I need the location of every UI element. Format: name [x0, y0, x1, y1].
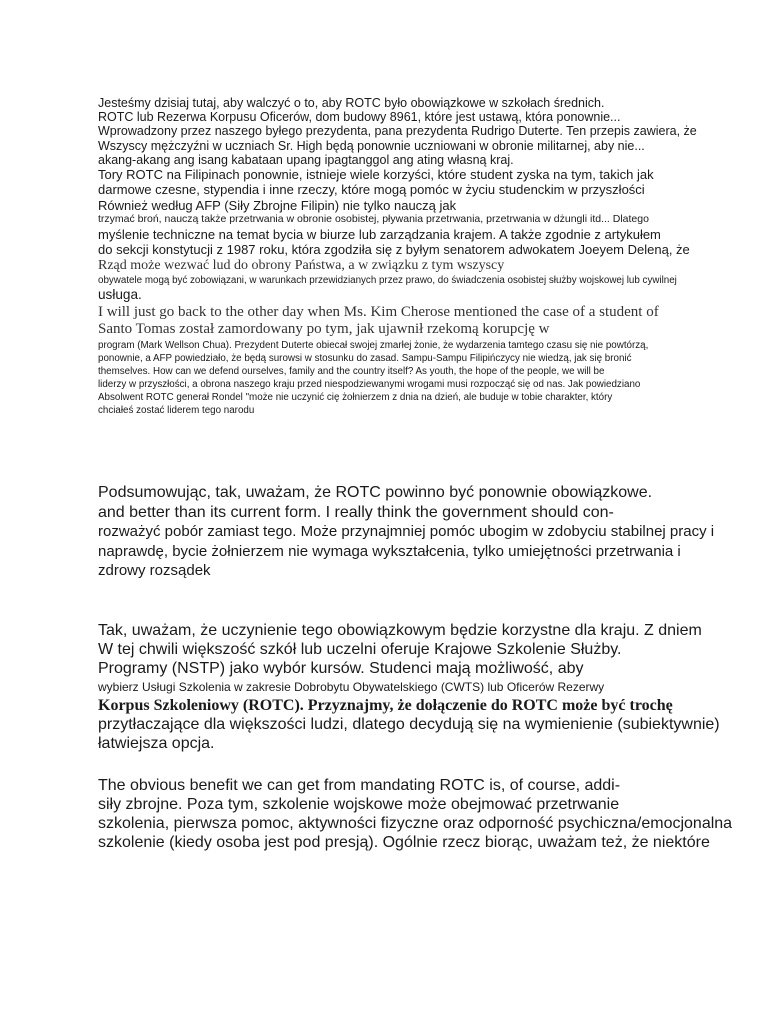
paragraph-conclusion — [98, 483, 766, 581]
text-line: trzymać broń, nauczą także przetrwania w obronie osobistej, pływania przetrwania, przetrwania w dżungli itd... Dlatego — [98, 213, 649, 226]
text-line: naprawdę, bycie żołnierzem nie wymaga wykształcenia, tylko umiejętności przetrwania i — [98, 542, 681, 560]
text-line: chciałeś zostać liderem tego narodu — [98, 404, 255, 416]
text-line: I will just go back to the other day when Ms. Kim Cherose mentioned the case of a student of — [98, 303, 659, 320]
text-line: program (Mark Wellson Chua). Prezydent Duterte obiecał swojej zmarłej żonie, że wydarzenia tamtego czasu się nie powtórzą, — [98, 339, 649, 351]
text-line: rozważyć pobór zamiast tego. Może przynajmniej pomóc ubogim w zdobyciu stabilnej pracy i — [98, 523, 715, 541]
text-line: Jesteśmy dzisiaj tutaj, aby walczyć o to, aby ROTC było obowiązkowe w szkołach średnich. — [98, 96, 605, 110]
text-line: Santo Tomas został zamordowany po tym, jak ujawnił rzekomą korupcję w — [98, 321, 550, 338]
text-line: łatwiejsza opcja. — [98, 735, 215, 752]
text-line: themselves. How can we defend ourselves, family and the country itself? As youth, the hope of the people, we will be — [98, 365, 605, 377]
text-line: liderzy w przyszłości, a obrona naszego kraju przed niespodziewanymi wrogami musi rozpocząć się od nas. Jak powiedziano — [98, 378, 641, 390]
text-line: szkolenia, pierwsza pomoc, aktywności fizyczne oraz odporność psychiczna/emocjonalna — [98, 815, 733, 832]
text-line: Tak, uważam, że uczynienie tego obowiązkowym będzie korzystne dla kraju. Z dniem — [98, 622, 702, 639]
text-line: Korpus Szkoleniowy (ROTC). Przyznajmy, że dołączenie do ROTC może być trochę — [98, 697, 673, 714]
text-line: zdrowy rozsądek — [98, 562, 211, 580]
paragraph-rotc-intro — [98, 96, 766, 417]
text-line: obywatele mogą być zobowiązani, w warunkach przewidzianych przez prawo, do świadczenia osobistej służby wojskowej lub cywilnej — [98, 275, 677, 287]
text-line: darmowe czesne, stypendia i inne rzeczy, które mogą pomóc w życiu studenckim w przyszłości — [98, 182, 645, 198]
text-line: Absolwent ROTC generał Rondel "może nie uczynić cię żołnierzem z dnia na dzień, ale buduje w tobie charakter, który — [98, 391, 613, 403]
text-line: akang-akang ang isang kabataan upang ipagtanggol ang ating własną kraj. — [98, 152, 514, 167]
text-line: Rząd może wezwać lud do obrony Państwa, a w związku z tym wszyscy — [98, 257, 505, 273]
text-line: szkolenie (kiedy osoba jest pod presją). Ogólnie rzecz biorąc, uważam też, że niektóre — [98, 834, 710, 851]
text-line: do sekcji konstytucji z 1987 roku, która zgodziła się z byłym senatorem adwokatem Joeyem Deleną, że — [98, 242, 690, 258]
paragraph-nstp — [98, 621, 766, 753]
text-line: ROTC lub Rezerwa Korpusu Oficerów, dom budowy 8961, które jest ustawą, która ponownie... — [98, 110, 621, 125]
text-line: Tory ROTC na Filipinach ponownie, istnieje wiele korzyści, które student zyska na tym, takich jak — [98, 167, 654, 183]
text-line: wybierz Usługi Szkolenia w zakresie Dobrobytu Obywatelskiego (CWTS) lub Oficerów Rezerwy — [98, 680, 605, 694]
text-line: ponownie, a AFP powiedziało, że będą surowsi w stosunku do zasad. Sampu-Sampu Filipińczycy nie wiedzą, jak się bronić — [98, 352, 632, 364]
text-line: siły zbrojne. Poza tym, szkolenie wojskowe może obejmować przetrwanie — [98, 796, 620, 813]
text-line: Wszyscy mężczyźni w uczniach Sr. High będą ponownie uczniowani w obronie militarnej, aby nie... — [98, 138, 645, 153]
paragraph-benefits — [98, 776, 766, 852]
text-line: and better than its current form. I really think the government should con- — [98, 503, 614, 521]
text-line: usługa. — [98, 287, 142, 303]
text-line: Również według AFP (Siły Zbrojne Filipin) nie tylko nauczą jak — [98, 197, 457, 213]
text-line: myślenie techniczne na temat bycia w biurze lub zarządzania krajem. A także zgodnie z artykułem — [98, 226, 661, 242]
text-line: The obvious benefit we can get from mandating ROTC is, of course, addi- — [98, 777, 621, 794]
text-line: przytłaczające dla większości ludzi, dlatego decydują się na wymienienie (subiektywnie) — [98, 716, 720, 733]
text-line: Programy (NSTP) jako wybór kursów. Studenci mają możliwość, aby — [98, 660, 584, 677]
text-line: Wprowadzony przez naszego byłego prezydenta, pana prezydenta Rudrigo Duterte. Ten przepis zawiera, że — [98, 124, 697, 139]
text-line: W tej chwili większość szkół lub uczelni oferuje Krajowe Szkolenie Służby. — [98, 641, 622, 658]
text-line: Podsumowując, tak, uważam, że ROTC powinno być ponownie obowiązkowe. — [98, 484, 653, 501]
